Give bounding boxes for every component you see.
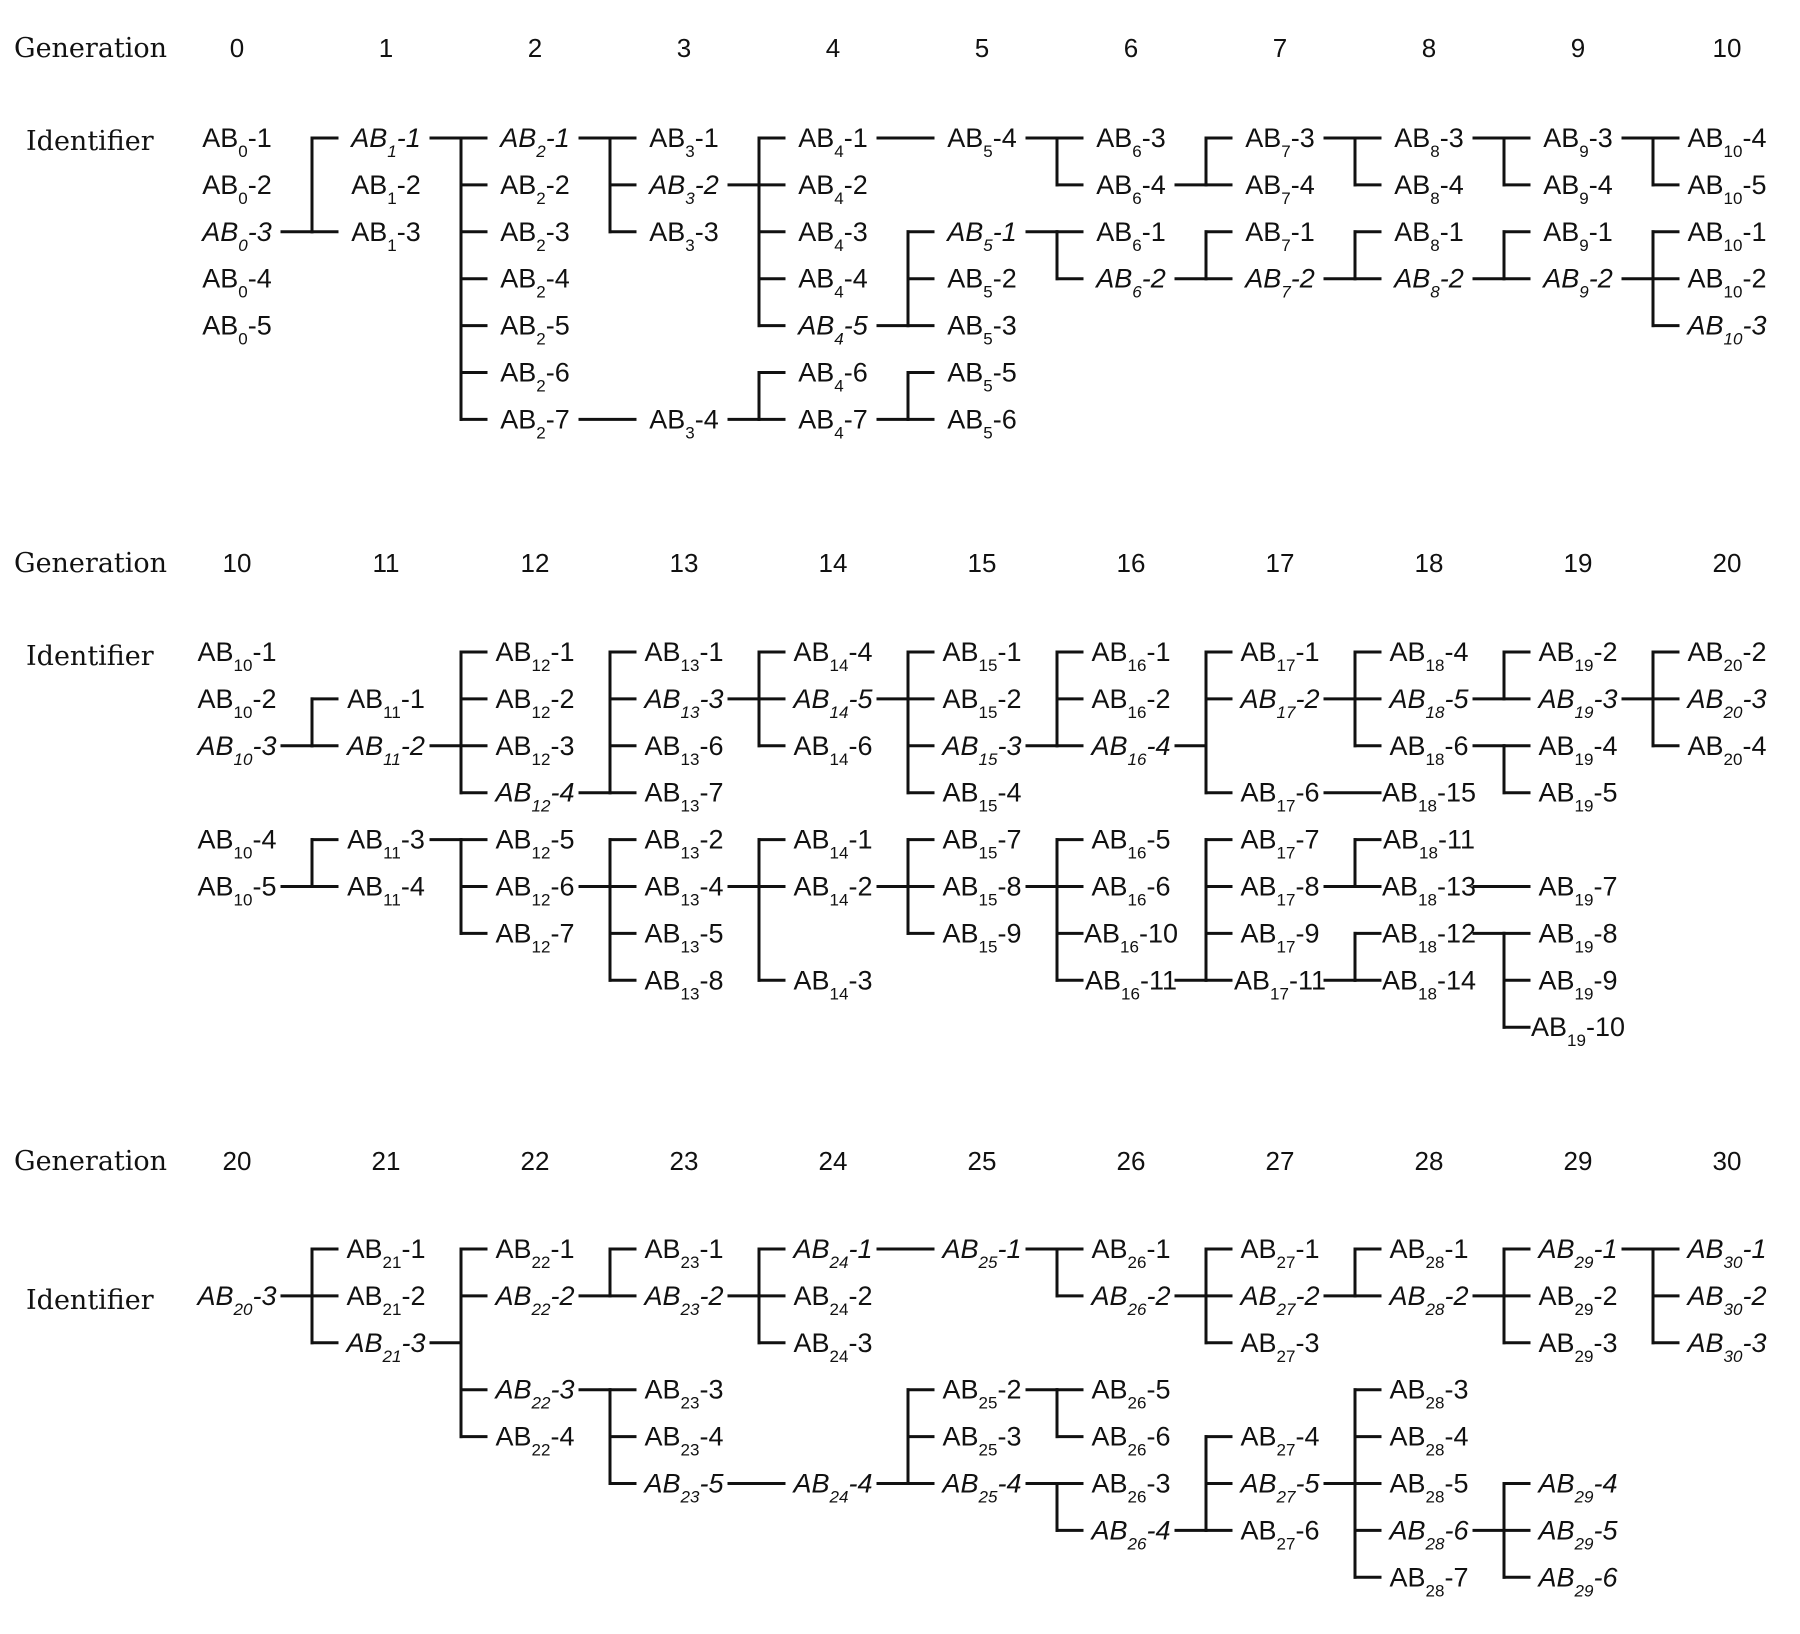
generation-number: 25 xyxy=(967,1146,997,1176)
identifier-node: $AB_{13}-5$ xyxy=(644,918,724,956)
identifier-label: Identifier xyxy=(26,126,154,157)
lineage-connector xyxy=(1474,138,1529,185)
lineage-connector xyxy=(1176,1249,1231,1343)
identifier-node: $AB_{29}-1$ xyxy=(1538,1234,1618,1272)
identifier-node: $AB_2-2$ xyxy=(500,169,570,208)
generation-number: 12 xyxy=(520,548,550,578)
identifier-node: $AB_{14}-6$ xyxy=(793,730,873,769)
lineage-connector xyxy=(1623,232,1678,326)
section-2 xyxy=(14,548,1766,1050)
generation-number: 3 xyxy=(676,33,692,63)
identifier-node: $AB_{21}-3$ xyxy=(346,1327,426,1366)
identifier-node: $AB_{16}-5$ xyxy=(1091,824,1171,863)
lineage-connector xyxy=(1325,840,1380,887)
identifier-node: $AB_7-1$ xyxy=(1245,216,1315,255)
identifier-node: $AB_{22}-4$ xyxy=(495,1421,575,1460)
identifier-node: $AB_{15}-3$ xyxy=(942,730,1022,769)
identifier-node: $AB_{13}-2$ xyxy=(644,824,724,863)
identifier-node: $AB_9-2$ xyxy=(1543,263,1613,302)
identifier-node: $AB_{24}-3$ xyxy=(793,1327,873,1366)
identifier-node: $AB_8-3$ xyxy=(1394,123,1464,161)
lineage-connector xyxy=(282,840,337,887)
identifier-node: $AB_{29}-2$ xyxy=(1538,1280,1618,1319)
identifier-node: $AB_{17}-7$ xyxy=(1240,824,1320,863)
identifier-node: $AB_0-2$ xyxy=(202,169,272,208)
lineage-connector xyxy=(1027,1249,1082,1296)
generation-number: 13 xyxy=(669,548,699,578)
identifier-node: $AB_{27}-4$ xyxy=(1240,1421,1320,1460)
lineage-connector xyxy=(282,699,337,746)
generation-number: 4 xyxy=(825,33,841,63)
identifier-node: $AB_{28}-4$ xyxy=(1389,1421,1469,1460)
identifier-node: $AB_{29}-5$ xyxy=(1538,1515,1618,1553)
generation-number: 10 xyxy=(1712,33,1742,63)
identifier-node: $AB_{10}-2$ xyxy=(197,683,277,722)
lineage-connector xyxy=(878,373,933,420)
lineage-connector xyxy=(1027,1390,1082,1437)
identifier-node: $AB_{17}-1$ xyxy=(1240,637,1320,675)
identifier-node: $AB_{14}-2$ xyxy=(793,871,873,909)
identifier-node: $AB_2-5$ xyxy=(500,310,570,349)
lineage-connector xyxy=(580,138,635,232)
identifier-node: $AB_{22}-2$ xyxy=(495,1280,575,1319)
identifier-node: $AB_5-4$ xyxy=(947,123,1017,161)
identifier-node: $AB_6-4$ xyxy=(1096,169,1166,208)
lineage-connector xyxy=(729,1249,784,1343)
lineage-connector xyxy=(1176,840,1231,981)
identifier-node: $AB_8-1$ xyxy=(1394,216,1464,255)
lineage-connector xyxy=(1027,652,1082,746)
identifier-node: $AB_{26}-4$ xyxy=(1091,1515,1171,1553)
identifier-node: $AB_2-6$ xyxy=(500,357,570,395)
identifier-node: $AB_{12}-7$ xyxy=(495,918,575,956)
identifier-label: Identifier xyxy=(26,641,154,672)
identifier-node: $AB_2-4$ xyxy=(500,263,570,302)
identifier-node: $AB_{12}-6$ xyxy=(495,871,575,909)
generation-number: 18 xyxy=(1414,548,1444,578)
lineage-connector xyxy=(1623,1249,1678,1343)
generation-number: 19 xyxy=(1563,548,1593,578)
generation-number: 5 xyxy=(974,33,990,63)
identifier-node: $AB_{24}-1$ xyxy=(793,1234,873,1272)
lineage-connector xyxy=(1623,652,1678,746)
lineage-connector xyxy=(282,1249,337,1343)
identifier-node: $AB_{25}-4$ xyxy=(942,1468,1022,1506)
lineage-connector xyxy=(580,840,635,981)
identifier-node: $AB_{13}-3$ xyxy=(644,683,724,722)
identifier-node: $AB_2-1$ xyxy=(500,123,570,161)
identifier-node: $AB_{26}-1$ xyxy=(1091,1234,1171,1272)
identifier-node: $AB_{13}-8$ xyxy=(644,965,724,1003)
identifier-node: $AB_{12}-4$ xyxy=(495,777,575,816)
lineage-connector xyxy=(282,138,337,232)
identifier-node: $AB_{15}-2$ xyxy=(942,683,1022,722)
identifier-node: $AB_{13}-1$ xyxy=(644,637,724,675)
identifier-node: $AB_{14}-5$ xyxy=(793,683,873,722)
identifier-node: $AB_{11}-2$ xyxy=(347,730,425,769)
identifier-node: $AB_{17}-2$ xyxy=(1240,683,1320,722)
generation-label: Generation xyxy=(14,548,168,579)
generation-number: 17 xyxy=(1265,548,1295,578)
identifier-node: $AB_{18}-14$ xyxy=(1382,965,1476,1003)
identifier-node: $AB_9-4$ xyxy=(1543,169,1613,208)
identifier-node: $AB_{19}-7$ xyxy=(1538,871,1618,909)
identifier-node: $AB_{20}-3$ xyxy=(197,1280,277,1319)
identifier-node: $AB_{24}-2$ xyxy=(793,1280,873,1319)
identifier-node: $AB_3-1$ xyxy=(649,123,719,161)
lineage-connector xyxy=(1325,1390,1380,1578)
generation-number: 22 xyxy=(520,1146,550,1176)
lineage-connector xyxy=(729,652,784,746)
identifier-node: $AB_{12}-3$ xyxy=(495,730,575,769)
lineage-connector xyxy=(1474,232,1529,279)
identifier-node: $AB_{26}-6$ xyxy=(1091,1421,1171,1460)
identifier-node: $AB_0-5$ xyxy=(202,310,272,349)
lineage-connector xyxy=(1474,933,1529,1027)
identifier-node: $AB_4-7$ xyxy=(798,404,868,442)
lineage-connector xyxy=(1325,933,1380,980)
identifier-node: $AB_{25}-1$ xyxy=(942,1234,1022,1272)
identifier-node: $AB_{12}-1$ xyxy=(495,637,575,675)
identifier-node: $AB_{10}-5$ xyxy=(197,871,277,909)
identifier-node: $AB_{14}-4$ xyxy=(793,637,873,675)
identifier-node: $AB_{27}-3$ xyxy=(1240,1327,1320,1366)
identifier-node: $AB_{27}-1$ xyxy=(1240,1234,1320,1272)
identifier-node: $AB_{25}-2$ xyxy=(942,1374,1022,1413)
identifier-node: $AB_3-2$ xyxy=(649,169,719,208)
identifier-node: $AB_{10}-1$ xyxy=(1687,216,1767,255)
identifier-node: $AB_{19}-5$ xyxy=(1538,777,1618,816)
identifier-node: $AB_{11}-4$ xyxy=(347,871,425,909)
identifier-node: $AB_{10}-1$ xyxy=(197,637,277,675)
identifier-node: $AB_{27}-2$ xyxy=(1240,1280,1320,1319)
generation-number: 1 xyxy=(378,33,394,63)
identifier-node: $AB_{10}-4$ xyxy=(1687,123,1767,161)
lineage-connector xyxy=(1474,746,1529,793)
lineage-connector xyxy=(1623,138,1678,185)
identifier-node: $AB_7-4$ xyxy=(1245,169,1315,208)
generation-number: 28 xyxy=(1414,1146,1444,1176)
identifier-node: $AB_{28}-7$ xyxy=(1389,1562,1469,1600)
identifier-node: $AB_{29}-6$ xyxy=(1538,1562,1618,1600)
identifier-node: $AB_{18}-15$ xyxy=(1382,777,1476,816)
identifier-node: $AB_{13}-4$ xyxy=(644,871,724,909)
identifier-node: $AB_4-5$ xyxy=(798,310,868,349)
identifier-node: $AB_{26}-2$ xyxy=(1091,1280,1171,1319)
lineage-connector xyxy=(1176,232,1231,279)
lineage-connector xyxy=(580,1390,635,1484)
identifier-node: $AB_{16}-11$ xyxy=(1085,965,1177,1003)
lineage-connector xyxy=(1027,840,1082,981)
identifier-node: $AB_4-3$ xyxy=(798,216,868,255)
lineage-connector xyxy=(431,652,486,793)
identifier-node: $AB_{19}-8$ xyxy=(1538,918,1618,956)
identifier-node: $AB_{23}-1$ xyxy=(644,1234,724,1272)
identifier-node: $AB_5-1$ xyxy=(947,216,1017,255)
lineage-connector xyxy=(729,840,784,981)
identifier-node: $AB_{18}-11$ xyxy=(1383,824,1475,863)
lineage-connector xyxy=(878,840,933,934)
identifier-node: $AB_{17}-9$ xyxy=(1240,918,1320,956)
identifier-node: $AB_0-3$ xyxy=(202,216,272,255)
identifier-node: $AB_3-4$ xyxy=(649,404,719,442)
identifier-node: $AB_{21}-1$ xyxy=(346,1234,426,1272)
generation-number: 0 xyxy=(229,33,245,63)
generation-number: 24 xyxy=(818,1146,848,1176)
section-1 xyxy=(14,33,1766,442)
identifier-node: $AB_5-3$ xyxy=(947,310,1017,349)
identifier-node: $AB_{19}-10$ xyxy=(1531,1012,1625,1050)
lineage-connector xyxy=(1325,138,1380,185)
generation-number: 9 xyxy=(1570,33,1586,63)
generation-number: 2 xyxy=(527,33,543,63)
generation-number: 7 xyxy=(1272,33,1288,63)
identifier-node: $AB_{23}-2$ xyxy=(644,1280,724,1319)
identifier-node: $AB_5-5$ xyxy=(947,357,1017,395)
identifier-node: $AB_5-6$ xyxy=(947,404,1017,442)
identifier-node: $AB_{30}-3$ xyxy=(1687,1327,1767,1366)
identifier-node: $AB_9-1$ xyxy=(1543,216,1613,255)
identifier-node: $AB_4-6$ xyxy=(798,357,868,395)
lineage-connector xyxy=(878,652,933,793)
generation-number: 6 xyxy=(1123,33,1139,63)
lineage-connector xyxy=(729,373,784,420)
identifier-node: $AB_{20}-3$ xyxy=(1687,683,1767,722)
identifier-node: $AB_{11}-1$ xyxy=(347,683,425,722)
identifier-node: $AB_{15}-9$ xyxy=(942,918,1022,956)
identifier-node: $AB_{18}-6$ xyxy=(1389,730,1469,769)
lineage-connector xyxy=(729,138,784,326)
identifier-node: $AB_{28}-2$ xyxy=(1389,1280,1469,1319)
identifier-node: $AB_{18}-5$ xyxy=(1389,683,1469,722)
identifier-node: $AB_5-2$ xyxy=(947,263,1017,302)
identifier-node: $AB_{10}-2$ xyxy=(1687,263,1767,302)
generation-number: 21 xyxy=(371,1146,401,1176)
generation-number: 16 xyxy=(1116,548,1146,578)
identifier-node: $AB_1-1$ xyxy=(351,123,421,161)
generation-number: 20 xyxy=(222,1146,252,1176)
identifier-node: $AB_1-2$ xyxy=(351,169,421,208)
identifier-node: $AB_{16}-1$ xyxy=(1091,637,1171,675)
identifier-node: $AB_{10}-3$ xyxy=(1687,310,1767,349)
lineage-connector xyxy=(1325,652,1380,746)
identifier-node: $AB_3-3$ xyxy=(649,216,719,255)
generation-number: 26 xyxy=(1116,1146,1146,1176)
generation-number: 11 xyxy=(372,548,400,578)
identifier-node: $AB_{11}-3$ xyxy=(347,824,425,863)
lineage-connector xyxy=(878,1390,933,1484)
identifier-node: $AB_{13}-7$ xyxy=(644,777,724,816)
identifier-node: $AB_{14}-3$ xyxy=(793,965,873,1003)
identifier-node: $AB_9-3$ xyxy=(1543,123,1613,161)
identifier-node: $AB_{28}-1$ xyxy=(1389,1234,1469,1272)
generation-number: 20 xyxy=(1712,548,1742,578)
identifier-node: $AB_{28}-5$ xyxy=(1389,1468,1469,1506)
identifier-node: $AB_{20}-2$ xyxy=(1687,637,1767,675)
identifier-node: $AB_{29}-3$ xyxy=(1538,1327,1618,1366)
identifier-node: $AB_2-7$ xyxy=(500,404,570,442)
identifier-node: $AB_{15}-1$ xyxy=(942,637,1022,675)
lineage-connector xyxy=(1027,1484,1082,1531)
identifier-node: $AB_{23}-3$ xyxy=(644,1374,724,1413)
lineage-connector xyxy=(1325,232,1380,279)
identifier-node: $AB_{23}-4$ xyxy=(644,1421,724,1460)
identifier-node: $AB_{22}-1$ xyxy=(495,1234,575,1272)
identifier-node: $AB_{19}-3$ xyxy=(1538,683,1618,722)
generation-number: 15 xyxy=(967,548,997,578)
identifier-node: $AB_{19}-9$ xyxy=(1538,965,1618,1003)
identifier-node: $AB_{10}-5$ xyxy=(1687,169,1767,208)
identifier-node: $AB_{26}-5$ xyxy=(1091,1374,1171,1413)
identifier-node: $AB_2-3$ xyxy=(500,216,570,255)
identifier-node: $AB_{16}-2$ xyxy=(1091,683,1171,722)
identifier-node: $AB_{16}-4$ xyxy=(1091,730,1171,769)
generation-number: 23 xyxy=(669,1146,699,1176)
generation-number: 30 xyxy=(1712,1146,1742,1176)
identifier-node: $AB_{14}-1$ xyxy=(793,824,873,863)
lineage-connector xyxy=(1176,1437,1231,1531)
identifier-node: $AB_{26}-3$ xyxy=(1091,1468,1171,1506)
identifier-node: $AB_7-2$ xyxy=(1245,263,1315,302)
lineage-connector xyxy=(1474,1484,1529,1578)
lineage-connector xyxy=(1474,652,1529,699)
identifier-node: $AB_{10}-3$ xyxy=(197,730,277,769)
identifier-node: $AB_1-3$ xyxy=(351,216,421,255)
generation-number: 27 xyxy=(1265,1146,1295,1176)
identifier-node: $AB_{18}-12$ xyxy=(1382,918,1476,956)
lineage-connector xyxy=(1176,652,1231,793)
generation-number: 29 xyxy=(1563,1146,1593,1176)
identifier-node: $AB_{18}-13$ xyxy=(1382,871,1476,909)
identifier-node: $AB_4-2$ xyxy=(798,169,868,208)
lineage-connector xyxy=(431,1249,486,1437)
section-3 xyxy=(14,1146,1766,1600)
identifier-node: $AB_{25}-3$ xyxy=(942,1421,1022,1460)
identifier-node: $AB_{24}-4$ xyxy=(793,1468,873,1506)
identifier-node: $AB_{16}-10$ xyxy=(1084,918,1178,956)
identifier-node: $AB_{13}-6$ xyxy=(644,730,724,769)
identifier-node: $AB_0-4$ xyxy=(202,263,272,302)
identifier-node: $AB_{20}-4$ xyxy=(1687,730,1767,769)
identifier-node: $AB_0-1$ xyxy=(202,123,272,161)
identifier-node: $AB_{19}-4$ xyxy=(1538,730,1618,769)
identifier-node: $AB_4-1$ xyxy=(798,123,868,161)
identifier-node: $AB_{23}-5$ xyxy=(644,1468,724,1506)
identifier-node: $AB_{19}-2$ xyxy=(1538,637,1618,675)
generation-number: 14 xyxy=(818,548,848,578)
lineage-connector xyxy=(1474,1249,1529,1343)
identifier-node: $AB_{28}-3$ xyxy=(1389,1374,1469,1413)
identifier-node: $AB_{12}-5$ xyxy=(495,824,575,863)
lineage-connector xyxy=(1176,138,1231,185)
identifier-node: $AB_{17}-8$ xyxy=(1240,871,1320,909)
lineage-connector xyxy=(431,138,486,419)
lineage-connector xyxy=(1027,138,1082,185)
identifier-node: $AB_{15}-7$ xyxy=(942,824,1022,863)
identifier-node: $AB_8-2$ xyxy=(1394,263,1464,302)
identifier-node: $AB_7-3$ xyxy=(1245,123,1315,161)
identifier-node: $AB_{15}-4$ xyxy=(942,777,1022,816)
identifier-node: $AB_{22}-3$ xyxy=(495,1374,575,1413)
identifier-node: $AB_{18}-4$ xyxy=(1389,637,1469,675)
identifier-node: $AB_{16}-6$ xyxy=(1091,871,1171,909)
lineage-connector xyxy=(580,1249,635,1296)
lineage-connector xyxy=(431,840,486,934)
identifier-node: $AB_{10}-4$ xyxy=(197,824,277,863)
generation-label: Generation xyxy=(14,1146,168,1177)
identifier-node: $AB_{15}-8$ xyxy=(942,871,1022,909)
lineage-connector xyxy=(1027,232,1082,279)
identifier-node: $AB_{27}-5$ xyxy=(1240,1468,1320,1506)
identifier-label: Identifier xyxy=(26,1285,154,1316)
identifier-node: $AB_4-4$ xyxy=(798,263,868,302)
identifier-node: $AB_6-2$ xyxy=(1096,263,1166,302)
identifier-node: $AB_{21}-2$ xyxy=(346,1280,426,1319)
identifier-node: $AB_{30}-2$ xyxy=(1687,1280,1767,1319)
lineage-connector xyxy=(878,232,933,326)
identifier-node: $AB_8-4$ xyxy=(1394,169,1464,208)
lineage-connector xyxy=(580,652,635,793)
identifier-node: $AB_{27}-6$ xyxy=(1240,1515,1320,1553)
generation-number: 10 xyxy=(222,548,252,578)
identifier-node: $AB_{29}-4$ xyxy=(1538,1468,1618,1506)
identifier-node: $AB_{17}-11$ xyxy=(1234,965,1326,1003)
generation-label: Generation xyxy=(14,33,168,64)
lineage-connector xyxy=(1325,1249,1380,1296)
identifier-node: $AB_6-1$ xyxy=(1096,216,1166,255)
identifier-node: $AB_{28}-6$ xyxy=(1389,1515,1469,1553)
identifier-node: $AB_{30}-1$ xyxy=(1687,1234,1767,1272)
generation-number: 8 xyxy=(1421,33,1437,63)
identifier-node: $AB_{17}-6$ xyxy=(1240,777,1320,816)
identifier-node: $AB_{12}-2$ xyxy=(495,683,575,722)
identifier-node: $AB_6-3$ xyxy=(1096,123,1166,161)
